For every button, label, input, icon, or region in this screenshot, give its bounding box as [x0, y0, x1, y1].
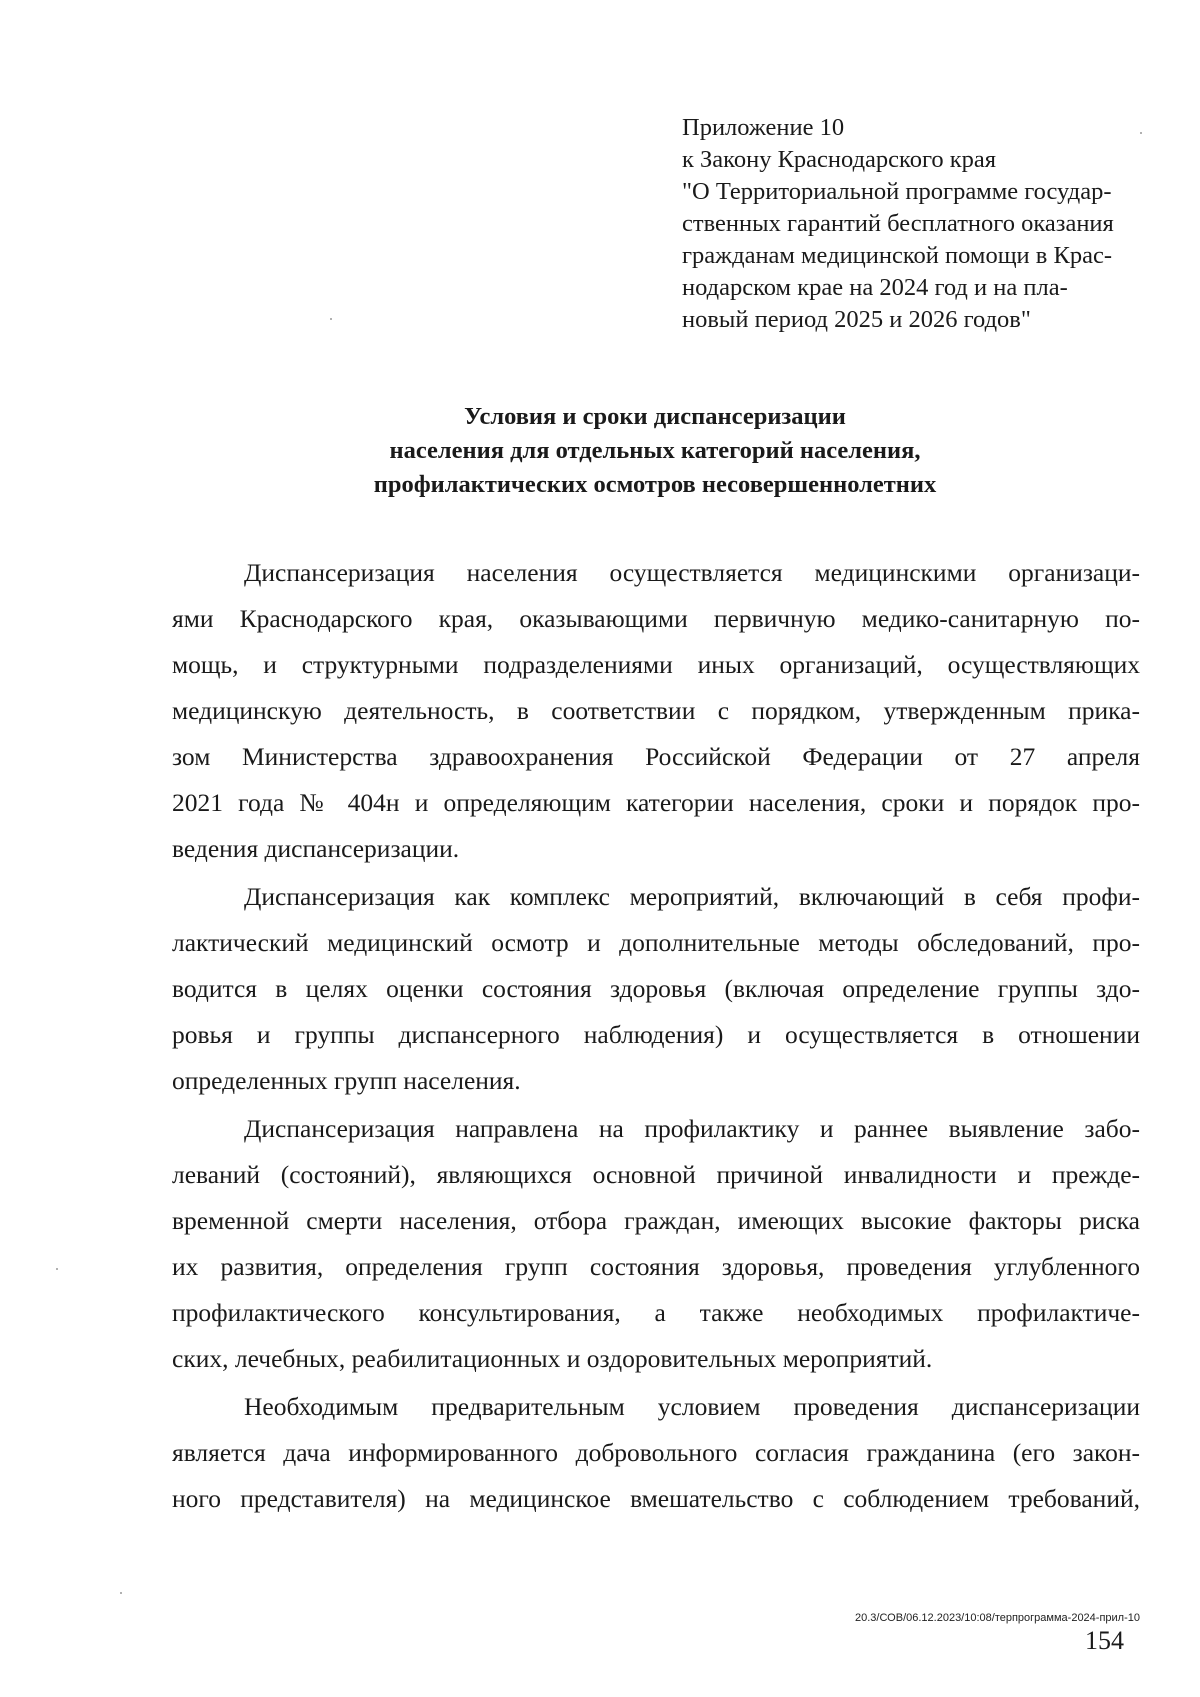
paragraph-line: 2021 года № 404н и определяющим категории населения, сроки и порядок про-	[172, 788, 1140, 817]
paragraph-line: ровья и группы диспансерного наблюдения) и осуществляется в отношении	[172, 1020, 1140, 1049]
paragraph-line: мощь, и структурными подразделениями иных организаций, осуществляющих	[172, 650, 1140, 679]
title-line: профилактических осмотров несовершеннолетних	[373, 471, 937, 498]
document-title	[0, 400, 1200, 502]
paragraph-line: Диспансеризация как комплекс мероприятий, включающий в себя профи-	[244, 882, 1140, 911]
paragraph-line: ведения диспансеризации.	[172, 834, 460, 863]
paragraph-line: определенных групп населения.	[172, 1066, 521, 1095]
appendix-line: к Закону Краснодарского края	[682, 146, 997, 173]
paragraph-line: Необходимым предварительным условием проведения диспансеризации	[244, 1392, 1140, 1421]
paragraph-line: лактический медицинский осмотр и дополнительные методы обследований, про-	[172, 928, 1140, 957]
appendix-line: ственных гарантий бесплатного оказания	[682, 210, 1114, 237]
paragraph-line: ями Краснодарского края, оказывающими первичную медико-санитарную по-	[172, 604, 1140, 633]
paragraph-3	[172, 1106, 1140, 1382]
title-line: Условия и сроки диспансеризации	[464, 403, 846, 430]
paragraph-line: зом Министерства здравоохранения Российской Федерации от 27 апреля	[172, 742, 1140, 771]
appendix-line: нодарском крае на 2024 год и на пла-	[682, 274, 1068, 301]
appendix-reference-block	[682, 112, 1152, 336]
page-number: 154	[1085, 1626, 1124, 1655]
paragraph-line: ских, лечебных, реабилитационных и оздоровительных мероприятий.	[172, 1344, 933, 1373]
paragraph-line: медицинскую деятельность, в соответствии с порядком, утвержденным прика-	[172, 696, 1140, 725]
paragraph-line: водится в целях оценки состояния здоровья (включая определение группы здо-	[172, 974, 1140, 1003]
scan-speck	[330, 318, 332, 320]
paragraph-line: временной смерти населения, отбора граждан, имеющих высокие факторы риска	[172, 1206, 1140, 1235]
document-body	[172, 550, 1140, 1524]
paragraph-line: Диспансеризация направлена на профилактику и раннее выявление забо-	[244, 1114, 1140, 1143]
paragraph-2	[172, 874, 1140, 1104]
scan-speck	[1140, 132, 1142, 134]
paragraph-line: леваний (состояний), являющихся основной причиной инвалидности и прежде-	[172, 1160, 1140, 1189]
paragraph-line: их развития, определения групп состояния здоровья, проведения углубленного	[172, 1252, 1140, 1281]
paragraph-4	[172, 1384, 1140, 1522]
appendix-line: Приложение 10	[682, 114, 845, 141]
scan-speck	[120, 1592, 122, 1594]
paragraph-line: ного представителя) на медицинское вмешательство с соблюдением требований,	[172, 1484, 1140, 1513]
document-registration-code: 20.3/СОВ/06.12.2023/10:08/терпрограмма-2024-прил-10	[855, 1612, 1140, 1624]
appendix-line: "О Территориальной программе государ-	[682, 178, 1112, 205]
scan-speck	[56, 1268, 58, 1270]
paragraph-1	[172, 550, 1140, 872]
appendix-line: новый период 2025 и 2026 годов"	[682, 306, 1031, 333]
paragraph-line: профилактического консультирования, а также необходимых профилактиче-	[172, 1298, 1140, 1327]
paragraph-line: является дача информированного добровольного согласия гражданина (его закон-	[172, 1438, 1140, 1467]
title-line: населения для отдельных категорий населения,	[389, 437, 921, 464]
appendix-line: гражданам медицинской помощи в Крас-	[682, 242, 1112, 269]
paragraph-line: Диспансеризация населения осуществляется медицинскими организаци-	[244, 558, 1140, 587]
